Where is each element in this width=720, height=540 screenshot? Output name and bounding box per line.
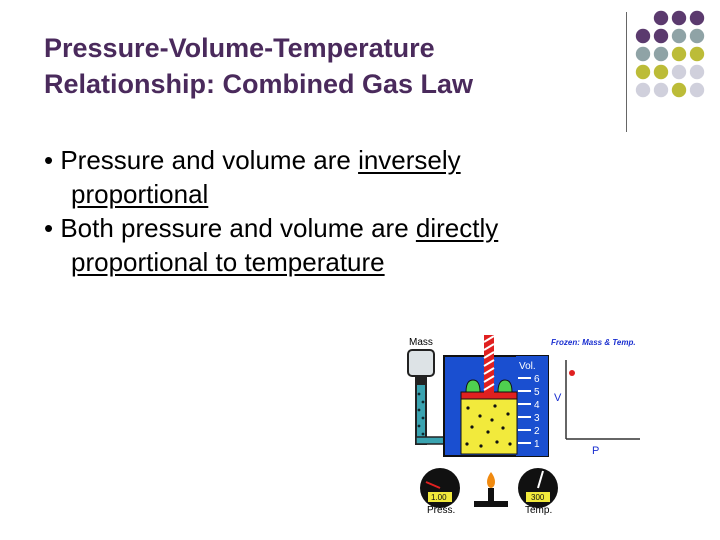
temperature-value: 300 — [531, 493, 545, 502]
decor-dot — [654, 11, 668, 25]
decor-dot — [672, 29, 686, 43]
decor-dot — [654, 47, 668, 61]
decor-dot — [690, 29, 704, 43]
decor-dot — [636, 47, 650, 61]
bullet-emphasis: inversely — [358, 145, 461, 175]
volume-tick-label: 2 — [534, 426, 540, 437]
decor-dot — [690, 47, 704, 61]
burner-stem — [488, 488, 494, 502]
volume-label: Vol. — [519, 361, 536, 372]
decor-dot — [636, 83, 650, 97]
syringe-column — [416, 384, 426, 444]
decor-dot — [672, 11, 686, 25]
volume-tick-label: 5 — [534, 387, 540, 398]
bullet-item-direct — [44, 211, 644, 279]
decor-dot — [654, 29, 668, 43]
frozen-variables-label: Frozen: Mass & Temp. — [551, 338, 636, 347]
bullet-list — [44, 143, 644, 279]
graph-p-label: P — [592, 445, 600, 457]
title-line-2: Relationship: Combined Gas Law — [44, 69, 474, 99]
title-line-1: Pressure-Volume-Temperature — [44, 33, 435, 63]
burner-flame — [487, 472, 495, 488]
volume-tick-label: 3 — [534, 413, 540, 424]
bullet-text: Pressure and volume are — [60, 145, 359, 175]
gas-law-apparatus-figure — [400, 332, 650, 516]
graph-v-label: V — [554, 392, 562, 404]
decor-dot — [654, 65, 668, 79]
pressure-value: 1.00 — [431, 493, 447, 502]
decor-dot — [690, 83, 704, 97]
decor-dot — [672, 65, 686, 79]
piston — [461, 392, 517, 399]
decor-dot — [654, 83, 668, 97]
bullet-emphasis-continued: proportional to temperature — [71, 247, 385, 277]
pressure-label: Press. — [427, 505, 456, 516]
volume-tick-label: 4 — [534, 400, 540, 411]
volume-tick-label: 1 — [534, 439, 540, 450]
mass-label: Mass — [409, 337, 433, 348]
mass-hook — [415, 376, 427, 384]
slide-title — [44, 30, 614, 102]
gas-volume — [461, 398, 517, 454]
bullet-text: Both pressure and volume are — [60, 213, 416, 243]
volume-tick-label: 6 — [534, 374, 540, 385]
graph-state-point — [569, 370, 575, 376]
decor-dot — [636, 29, 650, 43]
bullet-emphasis-continued: proportional — [71, 179, 209, 209]
decor-dot — [672, 47, 686, 61]
bullet-marker: • — [44, 145, 54, 175]
mass-weight — [408, 350, 434, 376]
bullet-marker: • — [44, 213, 54, 243]
decor-dot — [636, 65, 650, 79]
decor-dot — [690, 11, 704, 25]
bullet-emphasis: directly — [415, 213, 499, 243]
bullet-item-inverse — [44, 143, 644, 211]
title-divider — [626, 12, 627, 132]
decor-dot — [690, 65, 704, 79]
temperature-label: Temp. — [525, 505, 553, 516]
decor-dot — [672, 83, 686, 97]
